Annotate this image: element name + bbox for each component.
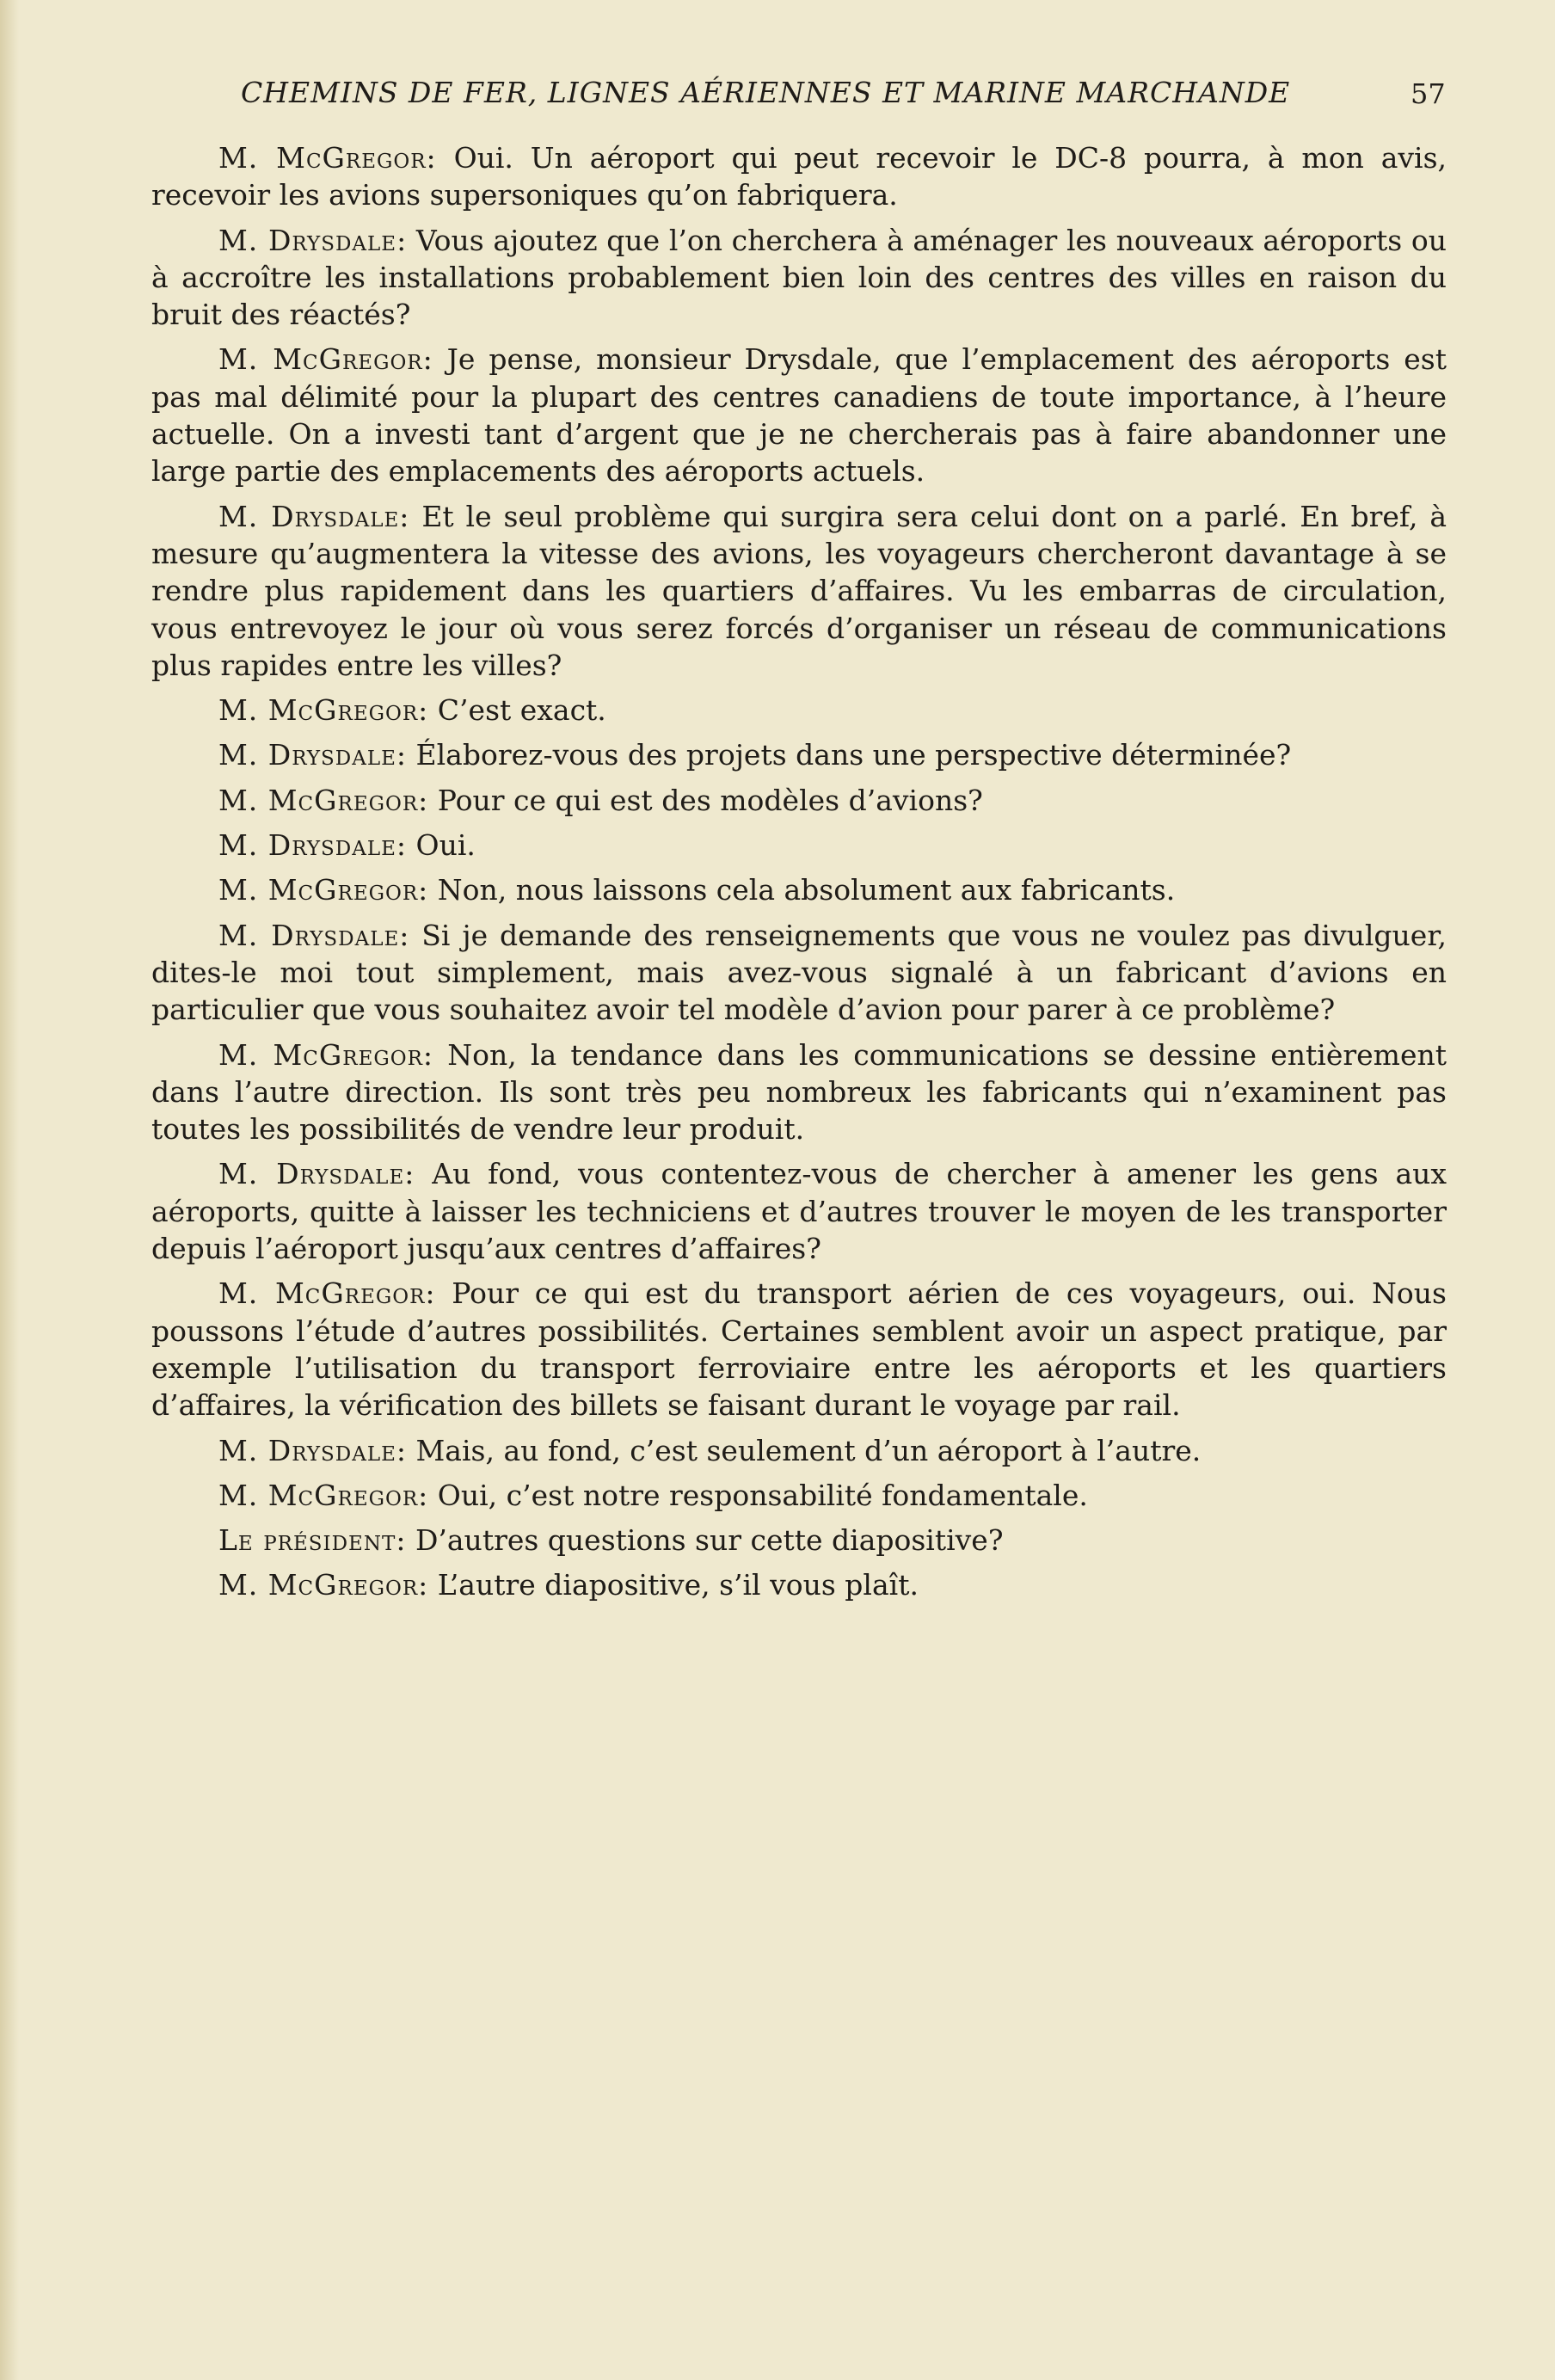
- speaker-label: M. McGregor:: [218, 873, 429, 907]
- paragraph: [151, 1477, 1447, 1514]
- paragraph: [151, 222, 1447, 334]
- speaker-label: Le président:: [218, 1523, 407, 1558]
- speaker-label: M. McGregor:: [218, 1276, 436, 1311]
- speaker-label: M. Drysdale:: [218, 223, 408, 257]
- paragraph: [151, 1275, 1447, 1424]
- paragraph-text: L’autre diapositive, s’il vous plaît.: [437, 1568, 919, 1602]
- speaker-label: M. Drysdale:: [218, 918, 410, 952]
- speaker-label: M. McGregor:: [218, 141, 437, 175]
- speaker-label: M. McGregor:: [218, 693, 429, 728]
- paragraph-text: Pour ce qui est du transport aérien de ces voyageurs, oui. Nous poussons l’étude d’autres possibilités. Certaines semblent avoir un aspect pratique, par exemple l’utilisation du transport ferroviaire entre les aéroports et les quartiers d’affaires, la vérification des billets se faisant durant le voyage par rail.: [151, 1276, 1447, 1423]
- paragraph-text: Vous ajoutez que l’on cherchera à aménager les nouveaux aéroports ou à accroître les installations probablement bien loin des centres des villes en raison du bruit des réactés?: [151, 223, 1447, 332]
- speaker-label: M. McGregor:: [218, 783, 429, 817]
- paragraph-text: Oui, c’est notre responsabilité fondamentale.: [437, 1478, 1088, 1512]
- paragraph-text: Élaborez-vous des projets dans une perspective déterminée?: [415, 738, 1292, 772]
- paragraph: [151, 1155, 1447, 1267]
- speaker-label: M. Drysdale:: [218, 738, 408, 772]
- paragraph-text: Non, la tendance dans les communications se dessine entièrement dans l’autre direction. Ils sont très peu nombreux les fabricants qui n’examinent pas toutes les possibilités de vendre leur produit.: [151, 1037, 1447, 1147]
- paragraph-text: Oui.: [415, 828, 476, 863]
- speaker-label: M. Drysdale:: [218, 1157, 415, 1191]
- paragraph: [151, 827, 1447, 864]
- page-number: 57: [1411, 77, 1446, 110]
- paragraph-text: Non, nous laissons cela absolument aux fabricants.: [437, 873, 1176, 907]
- page-binding-edge: [0, 0, 19, 2380]
- paragraph-text: Pour ce qui est des modèles d’avions?: [437, 783, 983, 817]
- paragraph-text: Je pense, monsieur Drysdale, que l’emplacement des aéroports est pas mal délimité pour la plupart des centres canadiens de toute importance, à l’heure actuelle. On a investi tant d’argent que je ne chercherais pas à faire abandonner une large partie des emplacements des aéroports actuels.: [151, 342, 1447, 489]
- speaker-label: M. McGregor:: [218, 1037, 434, 1072]
- paragraph-text: Au fond, vous contentez-vous de chercher à amener les gens aux aéroports, quitte à laisser les techniciens et d’autres trouver le moyen de les transporter depuis l’aéroport jusqu’aux centres d’affaires?: [151, 1157, 1447, 1266]
- paragraph-text: D’autres questions sur cette diapositive?: [415, 1523, 1004, 1558]
- paragraph: [151, 692, 1447, 729]
- paragraph-text: Et le seul problème qui surgira sera celui dont on a parlé. En bref, à mesure qu’augmentera la vitesse des avions, les voyageurs chercheront davantage à se rendre plus rapidement dans les quartiers d’affaires. Vu les embarras de circulation, vous entrevoyez le jour où vous serez forcés d’organiser un réseau de communications plus rapides entre les villes?: [151, 499, 1447, 682]
- paragraph: [151, 498, 1447, 684]
- speaker-label: M. McGregor:: [218, 1568, 429, 1602]
- speaker-label: M. Drysdale:: [218, 828, 408, 863]
- paragraph: [151, 1432, 1447, 1469]
- paragraph: [151, 1522, 1447, 1559]
- speaker-label: M. McGregor:: [218, 1478, 429, 1512]
- paragraph-text: C’est exact.: [437, 693, 606, 728]
- paragraph: [151, 917, 1447, 1029]
- paragraph: [151, 1036, 1447, 1148]
- paragraph: [151, 139, 1447, 214]
- speaker-label: M. McGregor:: [218, 342, 433, 377]
- paragraph-text: Mais, au fond, c’est seulement d’un aéroport à l’autre.: [415, 1433, 1202, 1467]
- running-head: CHEMINS DE FER, LIGNES AÉRIENNES ET MARINE MARCHANDE: [241, 76, 1291, 109]
- paragraph: [151, 736, 1447, 773]
- paragraph: [151, 341, 1447, 489]
- transcript-body: [151, 139, 1447, 1612]
- speaker-label: M. Drysdale:: [218, 499, 410, 533]
- speaker-label: M. Drysdale:: [218, 1433, 408, 1467]
- paragraph: [151, 871, 1447, 908]
- paragraph-text: Si je demande des renseignements que vous ne voulez pas divulguer, dites-le moi tout simplement, mais avez-vous signalé à un fabricant d’avions en particulier que vous souhaitez avoir tel modèle d’avion pour parer à ce problème?: [151, 918, 1447, 1027]
- paragraph-text: Oui. Un aéroport qui peut recevoir le DC-8 pourra, à mon avis, recevoir les avions supersoniques qu’on fabriquera.: [151, 141, 1447, 212]
- paragraph: [151, 1566, 1447, 1603]
- paragraph: [151, 782, 1447, 819]
